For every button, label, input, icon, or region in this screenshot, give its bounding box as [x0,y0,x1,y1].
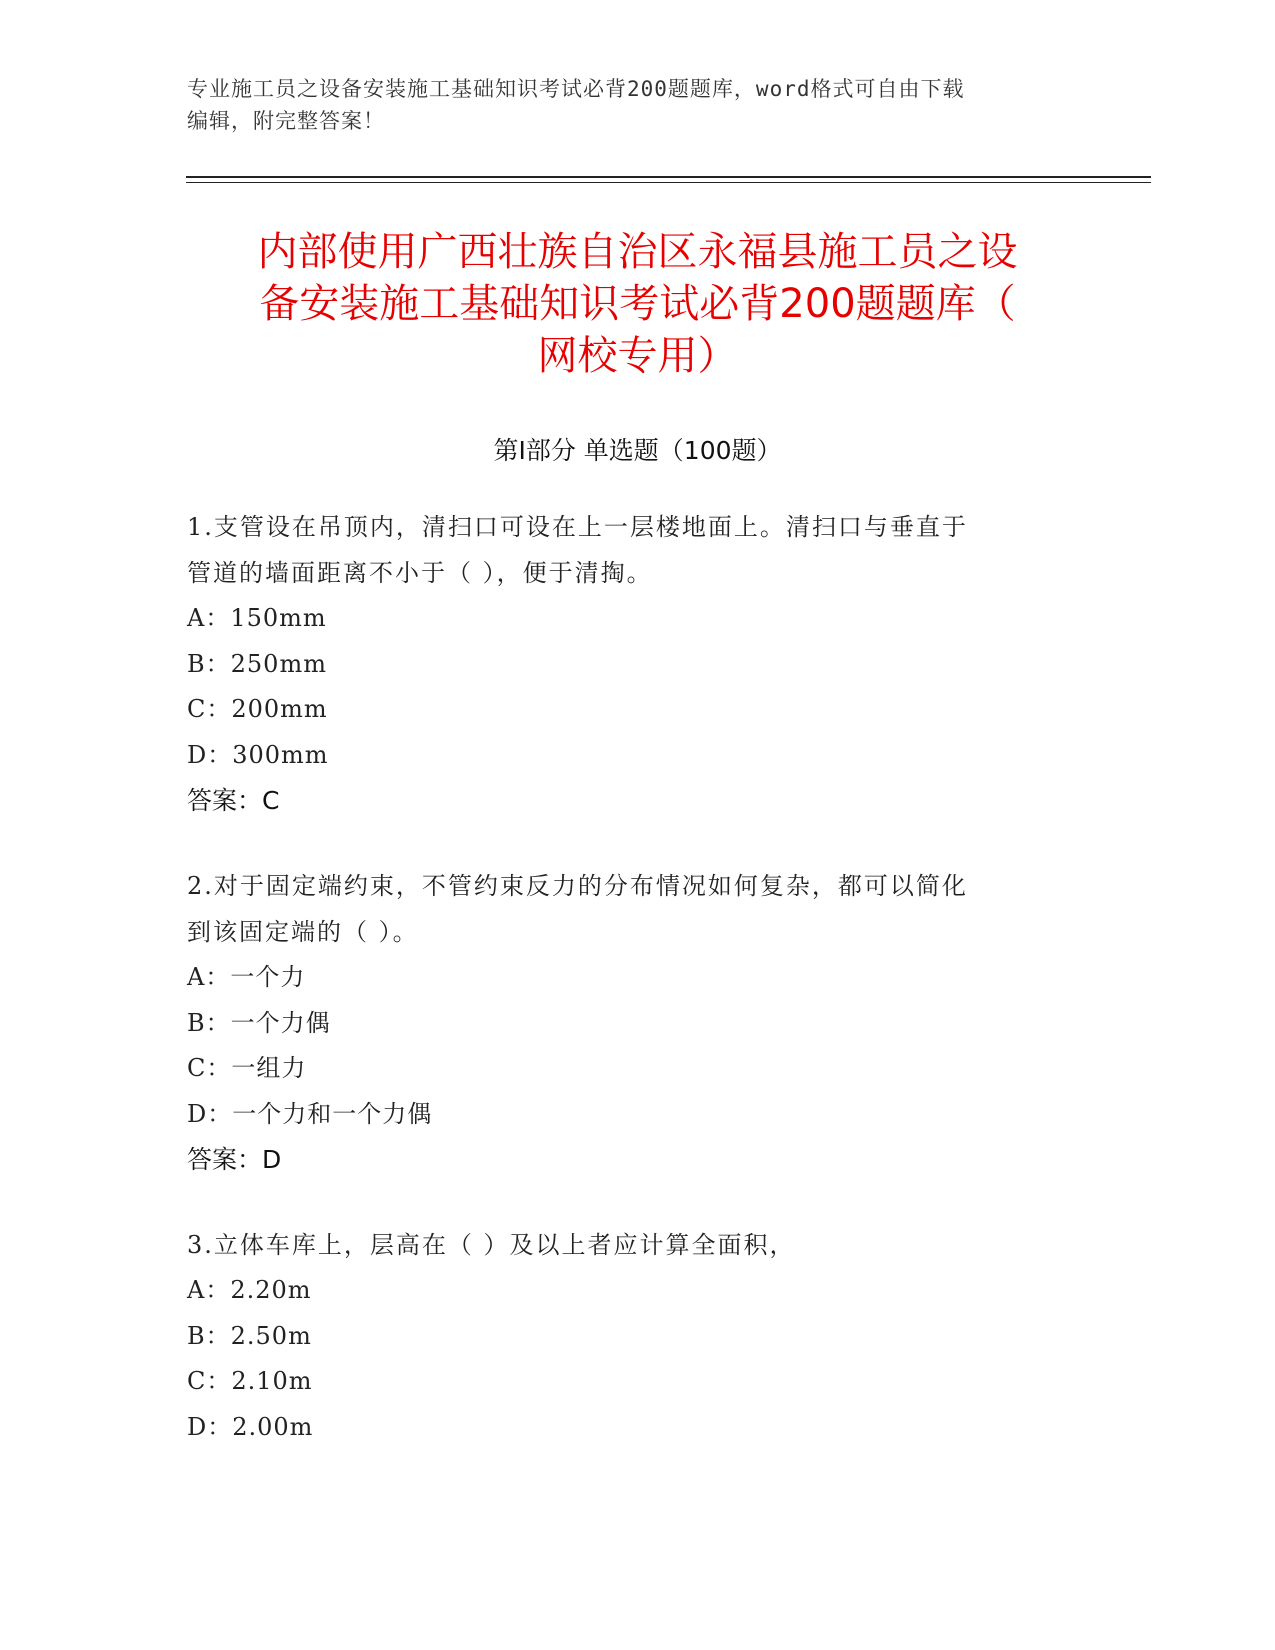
header-note-line: 专业施工员之设备安装施工基础知识考试必背200题题库，word格式可自由下载 [187,77,965,101]
question-block [187,1222,1087,1450]
question-stem-line: 管道的墙面距离不小于（ ），便于清掏。 [187,559,653,587]
option-a: A：2.20m [187,1276,312,1304]
question-stem-line: 1.支管设在吊顶内，清扫口可设在上一层楼地面上。清扫口与垂直于 [187,513,968,541]
option-a: A：150mm [187,604,327,632]
option-a: A：一个力 [187,963,306,991]
option-b: B：250mm [187,649,327,678]
option-c: C：2.10m [187,1367,313,1395]
question-stem-line: 到该固定端的（ ）。 [187,918,419,946]
question-block [187,504,1087,823]
option-c: C：一组力 [187,1054,307,1082]
question-block [187,863,1087,1182]
title-line: 内部使用广西壮族自治区永福县施工员之设 [257,229,1018,275]
question-stem [187,504,1087,596]
header-note [187,73,1087,137]
question-stem [187,863,1087,955]
option-d: D：2.00m [187,1412,314,1441]
document-title [150,226,1125,382]
option-b: B：2.50m [187,1321,312,1350]
header-divider [186,176,1151,178]
option-c: C：200mm [187,695,328,723]
option-d: D：300mm [187,740,329,769]
section-heading: 第Ⅰ部分 单选题（100题） [493,436,782,465]
question-stem-line: 3.立体车库上，层高在（ ）及以上者应计算全面积， [187,1231,796,1259]
header-note-line: 编辑，附完整答案！ [187,109,385,133]
title-line: 备安装施工基础知识考试必背200题题库（ [259,281,1016,327]
option-b: B：一个力偶 [187,1008,331,1037]
option-d: D：一个力和一个力偶 [187,1099,433,1128]
question-stem [187,1222,1087,1268]
header-divider [186,182,1151,183]
answer-label: 答案：C [187,786,280,815]
question-stem-line: 2.对于固定端约束，不管约束反力的分布情况如何复杂，都可以简化 [187,872,968,900]
answer-label: 答案：D [187,1145,282,1174]
title-line: 网校专用） [537,333,738,379]
